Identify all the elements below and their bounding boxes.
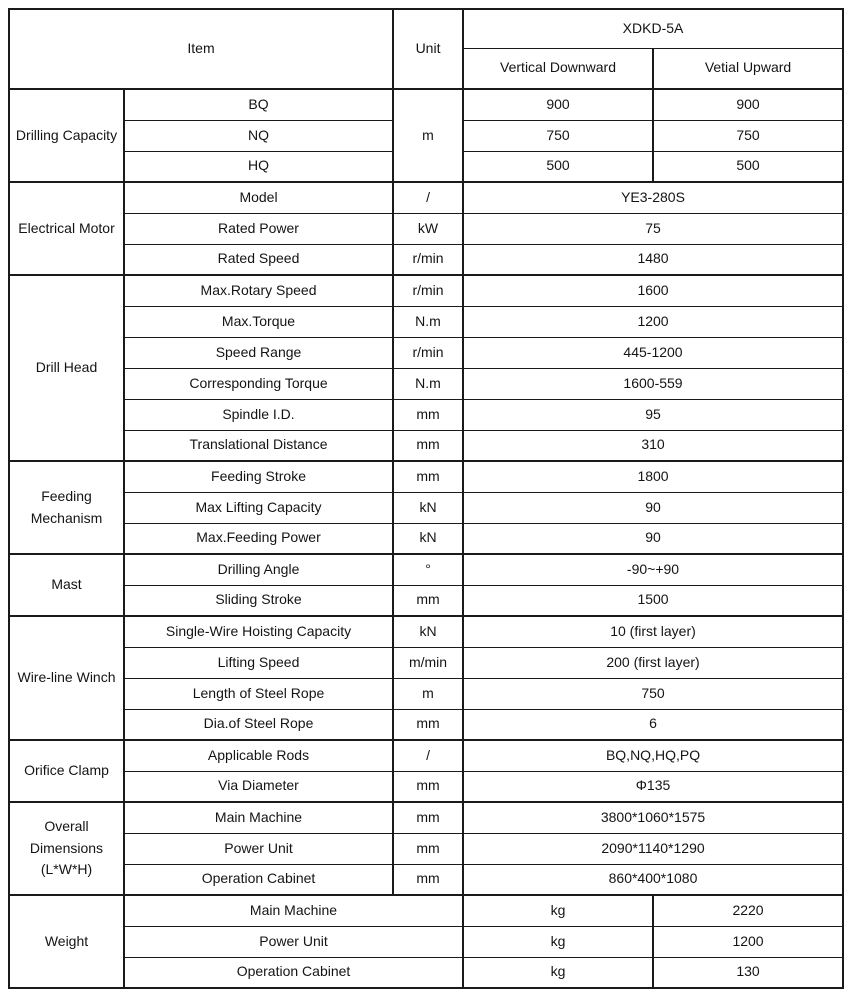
table-row — [9, 833, 843, 864]
unit-cell: / — [393, 182, 463, 213]
unit-cell: kN — [393, 492, 463, 523]
item-cell: Single-Wire Hoisting Capacity — [124, 616, 393, 647]
unit-cell: N.m — [393, 306, 463, 337]
table-row — [9, 740, 843, 771]
table-row — [9, 895, 843, 926]
value-cell: 1200 — [463, 306, 843, 337]
value-cell: 6 — [463, 709, 843, 740]
table-row — [9, 585, 843, 616]
value-cell: 900 — [463, 89, 653, 120]
item-cell: Rated Power — [124, 213, 393, 244]
value-cell: 2220 — [653, 895, 843, 926]
item-cell: Operation Cabinet — [124, 957, 463, 988]
value-cell: 130 — [653, 957, 843, 988]
unit-cell: kg — [463, 926, 653, 957]
item-cell: Power Unit — [124, 833, 393, 864]
section-label-mast: Mast — [9, 554, 124, 616]
item-cell: Max.Rotary Speed — [124, 275, 393, 306]
unit-cell: m — [393, 678, 463, 709]
value-cell: 1600-559 — [463, 368, 843, 399]
unit-cell: m/min — [393, 647, 463, 678]
table-row — [9, 616, 843, 647]
value-cell: 1800 — [463, 461, 843, 492]
value-cell: -90~+90 — [463, 554, 843, 585]
unit-cell: mm — [393, 461, 463, 492]
header-row-1 — [9, 9, 843, 48]
table-row — [9, 337, 843, 368]
table-row — [9, 368, 843, 399]
header-col-vertical-downward: Vertical Downward — [463, 48, 653, 89]
table-row — [9, 957, 843, 988]
item-cell: Drilling Angle — [124, 554, 393, 585]
unit-cell: ° — [393, 554, 463, 585]
value-cell: 445-1200 — [463, 337, 843, 368]
table-row — [9, 771, 843, 802]
item-cell: BQ — [124, 89, 393, 120]
value-cell: 3800*1060*1575 — [463, 802, 843, 833]
value-cell: 750 — [463, 678, 843, 709]
value-cell: Φ135 — [463, 771, 843, 802]
unit-cell: kg — [463, 895, 653, 926]
table-row — [9, 492, 843, 523]
spec-table — [8, 8, 844, 989]
item-cell: Lifting Speed — [124, 647, 393, 678]
value-cell: BQ,NQ,HQ,PQ — [463, 740, 843, 771]
item-cell: Spindle I.D. — [124, 399, 393, 430]
unit-cell: mm — [393, 864, 463, 895]
item-cell: Model — [124, 182, 393, 213]
header-model: XDKD-5A — [463, 9, 843, 48]
value-cell: 310 — [463, 430, 843, 461]
value-cell: 750 — [653, 120, 843, 151]
unit-cell: N.m — [393, 368, 463, 399]
unit-cell: mm — [393, 771, 463, 802]
item-cell: Operation Cabinet — [124, 864, 393, 895]
header-item: Item — [9, 9, 393, 89]
table-row — [9, 523, 843, 554]
item-cell: Corresponding Torque — [124, 368, 393, 399]
unit-cell: / — [393, 740, 463, 771]
section-label-overall-dimensions: Overall Dimensions (L*W*H) — [9, 802, 124, 895]
section-label-drill-head: Drill Head — [9, 275, 124, 461]
header-unit: Unit — [393, 9, 463, 89]
header-col-vetial-upward: Vetial Upward — [653, 48, 843, 89]
unit-cell: kN — [393, 523, 463, 554]
unit-cell: r/min — [393, 244, 463, 275]
section-label-electrical-motor: Electrical Motor — [9, 182, 124, 275]
table-row — [9, 430, 843, 461]
item-cell: Dia.of Steel Rope — [124, 709, 393, 740]
table-row — [9, 399, 843, 430]
unit-cell: r/min — [393, 275, 463, 306]
value-cell: 500 — [653, 151, 843, 182]
value-cell: 95 — [463, 399, 843, 430]
table-row — [9, 306, 843, 337]
section-label-feeding-mechanism: Feeding Mechanism — [9, 461, 124, 554]
unit-cell: kg — [463, 957, 653, 988]
value-cell: 500 — [463, 151, 653, 182]
item-cell: Max.Torque — [124, 306, 393, 337]
section-label-wire-line-winch: Wire-line Winch — [9, 616, 124, 740]
table-row — [9, 213, 843, 244]
item-cell: Length of Steel Rope — [124, 678, 393, 709]
unit-cell: mm — [393, 430, 463, 461]
item-cell: HQ — [124, 151, 393, 182]
item-cell: Speed Range — [124, 337, 393, 368]
unit-cell: mm — [393, 833, 463, 864]
table-row — [9, 244, 843, 275]
value-cell: 10 (first layer) — [463, 616, 843, 647]
unit-cell: kW — [393, 213, 463, 244]
section-label-drilling-capacity: Drilling Capacity — [9, 89, 124, 182]
table-row — [9, 709, 843, 740]
value-cell: 2090*1140*1290 — [463, 833, 843, 864]
value-cell: 750 — [463, 120, 653, 151]
value-cell: 90 — [463, 523, 843, 554]
item-cell: Max Lifting Capacity — [124, 492, 393, 523]
section-label-orifice-clamp: Orifice Clamp — [9, 740, 124, 802]
table-row — [9, 554, 843, 585]
item-cell: NQ — [124, 120, 393, 151]
item-cell: Sliding Stroke — [124, 585, 393, 616]
table-row — [9, 275, 843, 306]
item-cell: Applicable Rods — [124, 740, 393, 771]
unit-cell: m — [393, 89, 463, 182]
table-row — [9, 678, 843, 709]
item-cell: Power Unit — [124, 926, 463, 957]
table-row — [9, 647, 843, 678]
item-cell: Feeding Stroke — [124, 461, 393, 492]
value-cell: 900 — [653, 89, 843, 120]
value-cell: 1500 — [463, 585, 843, 616]
item-cell: Via Diameter — [124, 771, 393, 802]
value-cell: 860*400*1080 — [463, 864, 843, 895]
table-row — [9, 89, 843, 120]
unit-cell: mm — [393, 399, 463, 430]
item-cell: Rated Speed — [124, 244, 393, 275]
value-cell: 75 — [463, 213, 843, 244]
section-label-weight: Weight — [9, 895, 124, 988]
table-row — [9, 802, 843, 833]
unit-cell: mm — [393, 709, 463, 740]
item-cell: Translational Distance — [124, 430, 393, 461]
unit-cell: r/min — [393, 337, 463, 368]
item-cell: Main Machine — [124, 802, 393, 833]
table-row — [9, 461, 843, 492]
value-cell: 1200 — [653, 926, 843, 957]
value-cell: YE3-280S — [463, 182, 843, 213]
value-cell: 90 — [463, 492, 843, 523]
value-cell: 1480 — [463, 244, 843, 275]
item-cell: Main Machine — [124, 895, 463, 926]
table-row — [9, 182, 843, 213]
unit-cell: mm — [393, 802, 463, 833]
value-cell: 200 (first layer) — [463, 647, 843, 678]
unit-cell: kN — [393, 616, 463, 647]
item-cell: Max.Feeding Power — [124, 523, 393, 554]
table-row — [9, 926, 843, 957]
value-cell: 1600 — [463, 275, 843, 306]
table-row — [9, 864, 843, 895]
unit-cell: mm — [393, 585, 463, 616]
